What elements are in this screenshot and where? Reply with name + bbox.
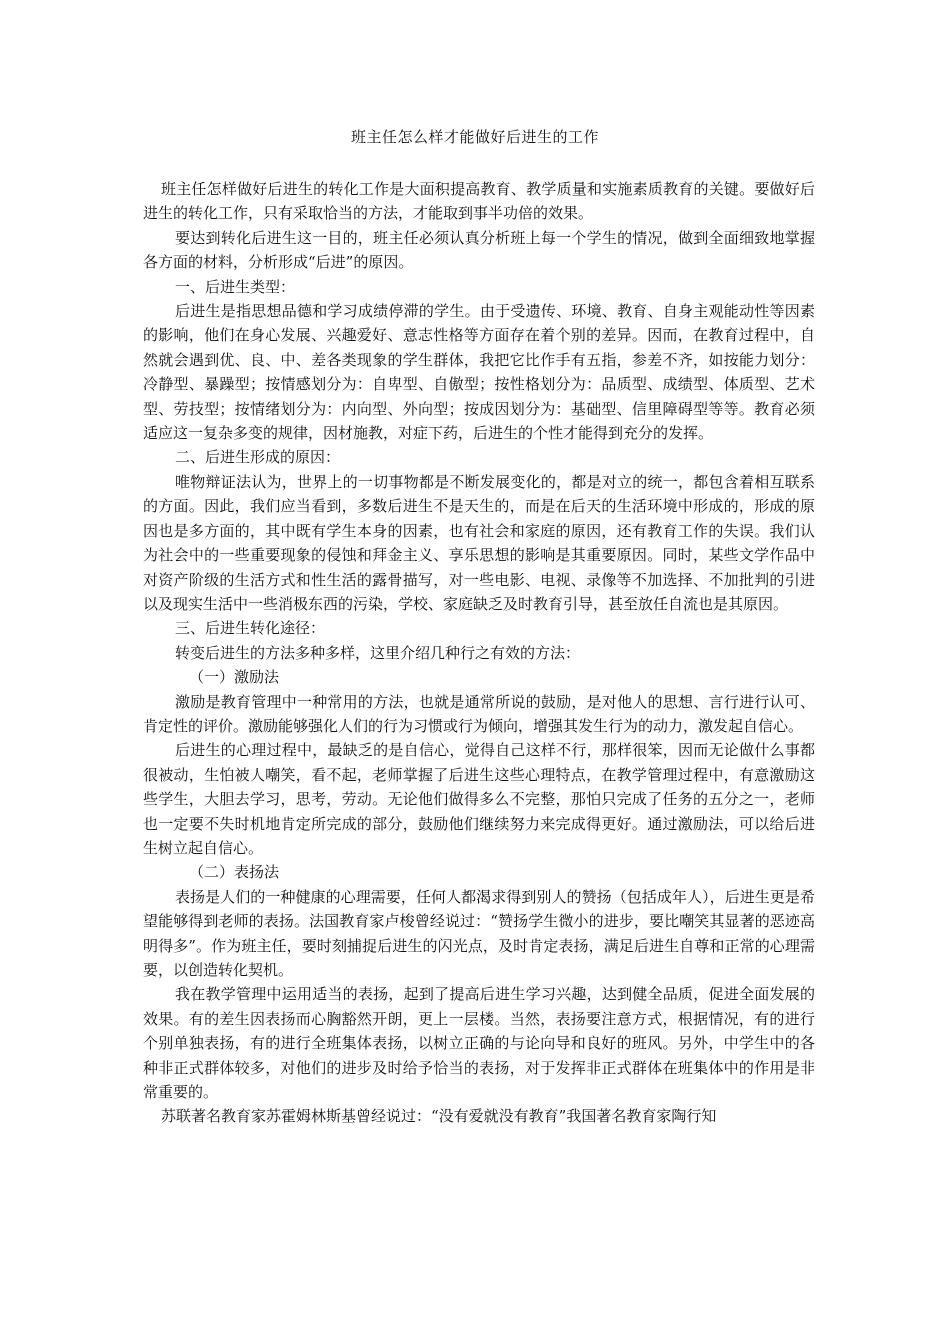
document-title: 班主任怎么样才能做好后进生的工作 xyxy=(350,128,599,146)
paragraph-praise-practice: 我在教学管理中运用适当的表扬，起到了提高后进生学习兴趣，达到健全品质，促进全面发展的效果。有的差生因表扬而心胸豁然开朗，更上一层楼。当然，表扬要注意方式，根据情况，有的进行个别单独表扬，有的进行全班集体表扬，以树立正确的与论向导和良好的班风。另外，中学生中的各种非正式群体较多，对他们的进步及时给予恰当的表扬，对于发挥非正式群体在班集体中的作用是非常重要的。 xyxy=(143,985,815,1102)
paragraph-intro: 班主任怎样做好后进生的转化工作是大面积提高教育、教学质量和实施素质教育的关键。要做好后进生的转化工作，只有采取恰当的方法，才能取到事半功倍的效果。 xyxy=(143,180,815,223)
paragraph-praise-definition: 表扬是人们的一种健康的心理需要，任何人都渴求得到别人的赞扬（包括成年人），后进生更是希望能够得到老师的表扬。法国教育家卢梭曾经说过：“赞扬学生微小的进步，要比嘲笑其显著的恶迹高明得多”。作为班主任，要时刻捕捉后进生的闪光点，及时肯定表扬，满足后进生自尊和正常的心理需要，以创造转化契机。 xyxy=(143,887,815,979)
section-heading-types: 一、后进生类型： xyxy=(175,277,296,296)
paragraph-methods-intro: 转变后进生的方法多种多样，这里介绍几种行之有效的方法： xyxy=(175,643,581,662)
subsection-heading-praise: （二）表扬法 xyxy=(189,863,280,882)
subsection-heading-encouragement: （一）激励法 xyxy=(189,668,280,687)
paragraph-encouragement-definition: 激励是教育管理中一种常用的方法，也就是通常所说的鼓励，是对他人的思想、言行进行认可、肯定性的评价。激励能够强化人们的行为习惯或行为倾向，增强其发生行为的动力，激发起自信心。 xyxy=(143,692,815,735)
paragraph-causes: 唯物辩证法认为，世界上的一切事物都是不断发展变化的，都是对立的统一，都包含着相互联系的方面。因此，我们应当看到，多数后进生不是天生的，而是在后天的生活环境中形成的，形成的原因也是多方面的，其中既有学生本身的因素，也有社会和家庭的原因，还有教育工作的失误。我们认为社会中的一些重要现象的侵蚀和拜金主义、享乐思想的影响是其重要原因。同时，某些文学作品中对资产阶级的生活方式和性生活的露骨描写，对一些电影、电视、录像等不加选择、不加批判的引进以及现实生活中一些消极东西的污染，学校、家庭缺乏及时教育引导，甚至放任自流也是其原因。 xyxy=(143,472,815,613)
document-body xyxy=(143,177,815,1129)
paragraph-analysis: 要达到转化后进生这一目的，班主任必须认真分析班上每一个学生的情况，做到全面细致地掌握各方面的材料，分析形成“后进”的原因。 xyxy=(143,228,815,272)
paragraph-encouragement-practice: 后进生的心理过程中，最缺乏的是自信心，觉得自己这样不行，那样很笨，因而无论做什么事都很被动，生怕被人嘲笑，看不起，老师掌握了后进生这些心理特点，在教学管理过程中，有意激励这些学生，大胆去学习，思考，劳动。无论他们做得多么不完整，那怕只完成了任务的五分之一，老师也一定要不失时机地肯定所完成的部分，鼓励他们继续努力来完成得更好。通过激励法，可以给后进生树立起自信心。 xyxy=(143,741,815,857)
paragraph-love-quote: 苏联著名教育家苏霍姆林斯基曾经说过：“没有爱就没有教育”我国著名教育家陶行知 xyxy=(161,1107,717,1126)
section-heading-causes: 二、后进生形成的原因： xyxy=(175,448,341,467)
paragraph-types: 后进生是指思想品德和学习成绩停滞的学生。由于受遗传、环境、教育、自身主观能动性等因素的影响，他们在身心发展、兴趣爱好、意志性格等方面存在着个别的差异。因而，在教育过程中，自然就会遇到优、良、中、差各类现象的学生群体，我把它比作手有五指，参差不齐，如按能力划分：冷静型、暴躁型；按情感划分为：自卑型、自傲型；按性格划分为：品质型、成绩型、体质型、艺术型、劳技型；按情绪划分为：内向型、外向型；按成因划分为：基础型、信里障碍型等等。教育必须适应这一复杂多变的规律，因材施教，对症下药，后进生的个性才能得到充分的发挥。 xyxy=(143,302,815,443)
section-heading-methods: 三、后进生转化途径： xyxy=(175,619,326,638)
